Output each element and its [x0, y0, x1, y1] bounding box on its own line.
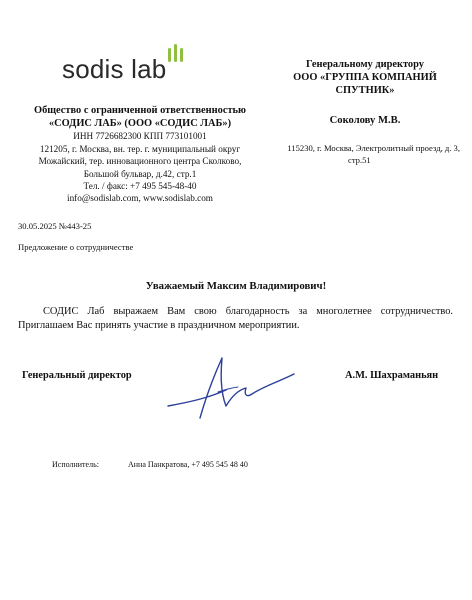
- sender-address-line2: Можайский, тер. инновационного центра Сколково,: [38, 156, 242, 167]
- letter-greeting: Уважаемый Максим Владимирович!: [145, 280, 327, 292]
- executor-value: Анна Панкратова, +7 495 545 48 40: [128, 460, 248, 469]
- recipient-name: Соколову М.В.: [329, 115, 401, 126]
- executor-label: Исполнитель:: [52, 460, 99, 469]
- signatory-name: А.М. Шахраманьян: [345, 370, 439, 381]
- recipient-position-line3: СПУТНИК»: [335, 85, 395, 97]
- sender-block: [18, 104, 262, 205]
- sender-inn-kpp: ИНН 7726682300 КПП 773101001: [73, 131, 207, 142]
- letter-date-number: 30.05.2025 №443-25: [18, 221, 92, 231]
- sender-address-line3: Большой бульвар, д.42, стр.1: [83, 168, 197, 179]
- sender-name-line2: «СОДИС ЛАБ» (ООО «СОДИС ЛАБ»): [48, 118, 232, 130]
- sender-name-line1: Общество с ограниченной ответственностью: [33, 105, 246, 116]
- company-logo-text: sodis lab: [62, 54, 167, 84]
- signatory-title: Генеральный директор: [22, 370, 132, 381]
- recipient-address-line2: стр.51: [348, 155, 371, 165]
- sender-address-line1: 121205, г. Москва, вн. тер. г. муниципальный округ: [39, 143, 241, 154]
- recipient-position-line1: Генеральному директору: [306, 59, 424, 70]
- recipient-address-line1: 115230, г. Москва, Электролитный проезд, д. 3,: [287, 143, 460, 153]
- recipient-position: [270, 58, 460, 98]
- handwritten-signature-icon: [160, 344, 300, 422]
- sender-phone: Тел. / факс: +7 495 545-48-40: [83, 181, 197, 192]
- sender-contacts: info@sodislab.com, www.sodislab.com: [67, 193, 213, 204]
- recipient-address: [270, 142, 460, 166]
- recipient-position-line2: ООО «ГРУППА КОМПАНИЙ: [293, 72, 437, 84]
- letter-subject: Предложение о сотрудничестве: [18, 242, 134, 252]
- leaf-logo-icon: [166, 42, 186, 64]
- letter-body: СОДИС Лаб выражаем Вам свою благодарность за многолетнее сотрудничество. Приглашаем Вас принять участие в праздничном мероприятии.: [18, 306, 453, 331]
